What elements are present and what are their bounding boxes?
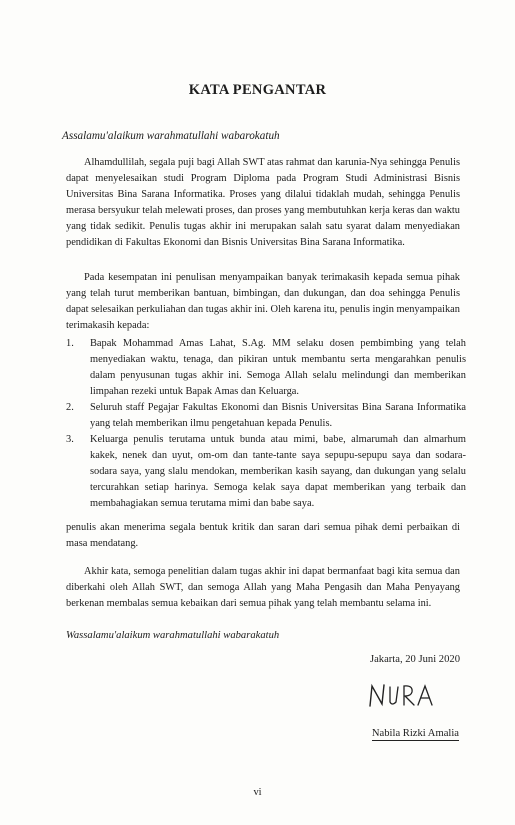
- list-item-text: Seluruh staff Pegajar Fakultas Ekonomi dan Bisnis Universitas Bina Sarana Informatika yang telah memberikan ilmu pengetahuan kepada Penulis.: [90, 402, 466, 429]
- paragraph-closing-remarks: Akhir kata, semoga penelitian dalam tugas akhir ini dapat bermanfaat bagi kita semua dan diberkahi oleh Allah SWT, dan semoga Allah yang Maha Pengasih dan Maha Penyayang berkenan membalas semua kebaikan dari semua pihak yang telah membantu selama ini.: [66, 566, 460, 609]
- list-item-text: Keluarga penulis terutama untuk bunda atau mimi, babe, almarumah dan almarhum kakek, nenek dan uyut, om-om dan tante-tante saya sepupu-sepupu saya dan sodara-sodara saya, yang slalu mendokan, memberikan kasih sayang, dan dukungan yang selalu tercurahkan setiap harinya. Semoga kelak saya dapat memberikan yang terbaik dan membahagiakan semua terutama mimi dan babe saya.: [90, 434, 466, 509]
- list-item-number: 3.: [66, 434, 74, 445]
- acknowledgement-list: [66, 336, 466, 512]
- paragraph-after-list: penulis akan menerima segala bentuk kritik dan saran dari semua pihak demi perbaikan di masa mendatang.: [66, 522, 460, 549]
- page-number: vi: [253, 787, 262, 798]
- opening-greeting: Assalamu'alaikum warahmatullahi wabarokatuh: [62, 130, 280, 142]
- closing-greeting: Wassalamu'alaikum warahmatullahi wabarakatuh: [66, 630, 280, 641]
- list-item: [66, 400, 466, 432]
- list-item: [66, 336, 466, 400]
- list-item: [66, 432, 466, 512]
- list-item-number: 2.: [66, 402, 74, 413]
- place-date: Jakarta, 20 Juni 2020: [369, 654, 460, 665]
- page-title: KATA PENGANTAR: [188, 82, 327, 98]
- paragraph-intro: Alhamdullilah, segala puji bagi Allah SWT atas rahmat dan karunia-Nya sehingga Penulis dapat menyelesaikan studi Program Diploma pada Program Studi Administrasi Bisnis Universitas Bina Sarana Informatika. Proses yang dilalui tidaklah mudah, sehingga Penulis merasa bersyukur telah melewati proses, dan proses yang membutuhkan kerja keras dan waktu yang tidak sedikit. Penulis tugas akhir ini merupakan salah satu syarat dalam menyediakan pendidikan di Fakultas Ekonomi dan Bisnis Universitas Bina Sarana Informatika.: [66, 157, 460, 248]
- list-item-text: Bapak Mohammad Amas Lahat, S.Ag. MM selaku dosen pembimbing yang telah menyediakan waktu, tenaga, dan pikiran untuk membantu serta mengarahkan penulis dalam penyusunan tugas akhir ini. Semoga Allah selalu melindungi dan memberikan limpahan rezeki untuk Bapak Amas dan Keluarga.: [90, 338, 466, 397]
- signer-name: Nabila Rizki Amalia: [371, 728, 459, 739]
- paragraph-thanks: Pada kesempatan ini penulisan menyampaikan banyak terimakasih kepada semua pihak yang telah turut memberikan bantuan, bimbingan, dan dukungan, dan doa sehingga Penulis dapat selesaikan perkuliahan dan tugas akhir ini. Oleh karena itu, penulis ingin menyampaikan terimakasih kepada:: [66, 272, 460, 331]
- list-item-number: 1.: [66, 338, 74, 349]
- signature-image: [366, 680, 450, 710]
